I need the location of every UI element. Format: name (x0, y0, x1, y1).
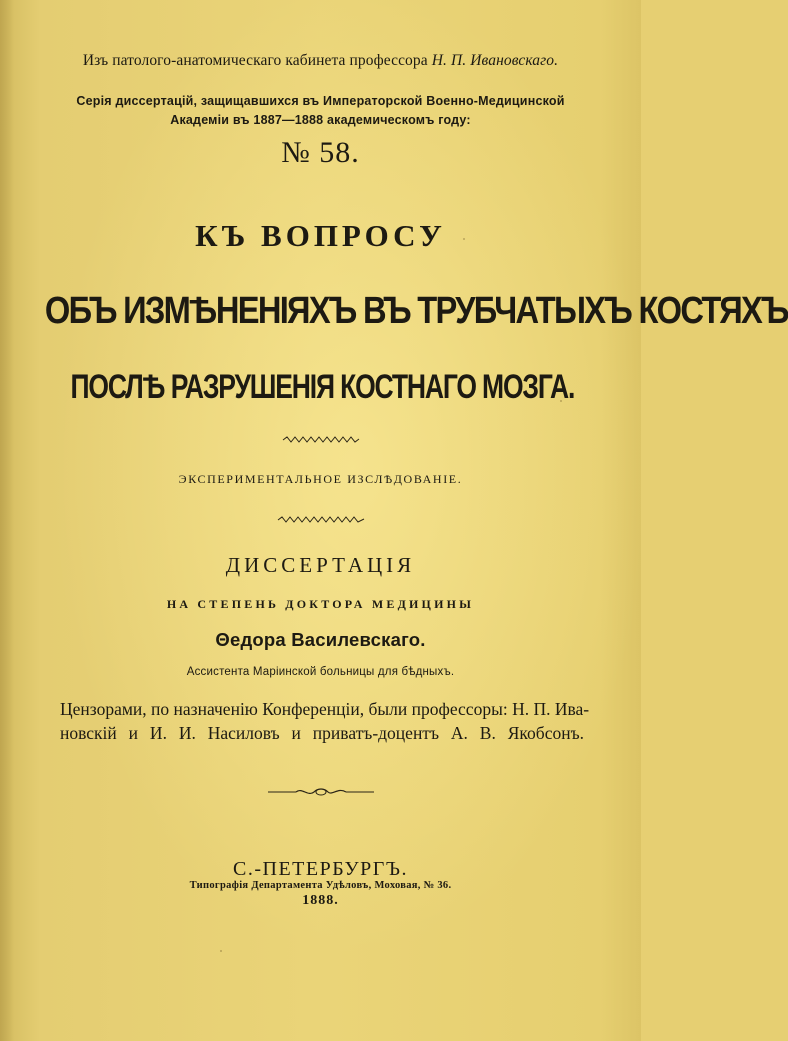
wavy-ornament-icon (0, 512, 641, 530)
title-question: КЪ ВОПРОСУ (195, 218, 446, 253)
author-name: Θедора Василевскаго. (215, 629, 426, 650)
wavy-ornament-icon (0, 432, 641, 450)
series-note (0, 92, 641, 130)
censors-line-2: новскій и И. И. Насиловъ и приватъ-доцентъ А. В. Якобсонъ. (60, 723, 584, 743)
cabinet-line (0, 52, 641, 70)
series-number: № 58. (281, 136, 360, 169)
professor-name: Н. П. Ивановскаго. (431, 52, 559, 69)
series-line-2: Академіи въ 1887—1888 академическомъ году: (170, 113, 471, 127)
paper-speck (560, 400, 562, 402)
author-position: Ассистента Маріинской больницы для бѣдныхъ. (186, 666, 455, 678)
title-sub: ПОСЛѢ РАЗРУШЕНІЯ КОСТНАГО МОЗГА. (70, 368, 575, 406)
censors-line-1: Цензорами, по назначенію Конференціи, были профессоры: Н. П. Ива- (60, 699, 590, 719)
paper-speck (463, 238, 465, 240)
degree-line: НА СТЕПЕНЬ ДОКТОРА МЕДИЦИНЫ (166, 597, 475, 611)
dissertation-label: ДИССЕРТАЦІЯ (225, 553, 416, 577)
imprint-printer: Типографія Департамента Удѣловъ, Моховая, № 36. (189, 880, 452, 891)
flourish-divider-icon (0, 785, 641, 803)
paper-speck (220, 950, 222, 952)
cabinet-prefix: Изъ патолого-анатомическаго кабинета профессора (82, 52, 428, 69)
censors-paragraph (60, 697, 590, 745)
imprint-year: 1888. (302, 893, 339, 908)
series-line-1: Серія диссертацій, защищавшихся въ Императорской Военно-Медицинской (76, 94, 565, 108)
study-type: ЭКСПЕРИМЕНТАЛЬНОЕ ИЗСЛѢДОВАНІЕ. (178, 472, 463, 486)
title-main: ОБЪ ИЗМѢНЕНІЯХЪ ВЪ ТРУБЧАТЫХЪ КОСТЯХЪ (44, 290, 788, 332)
imprint-city: С.-ПЕТЕРБУРГЪ. (233, 858, 408, 880)
